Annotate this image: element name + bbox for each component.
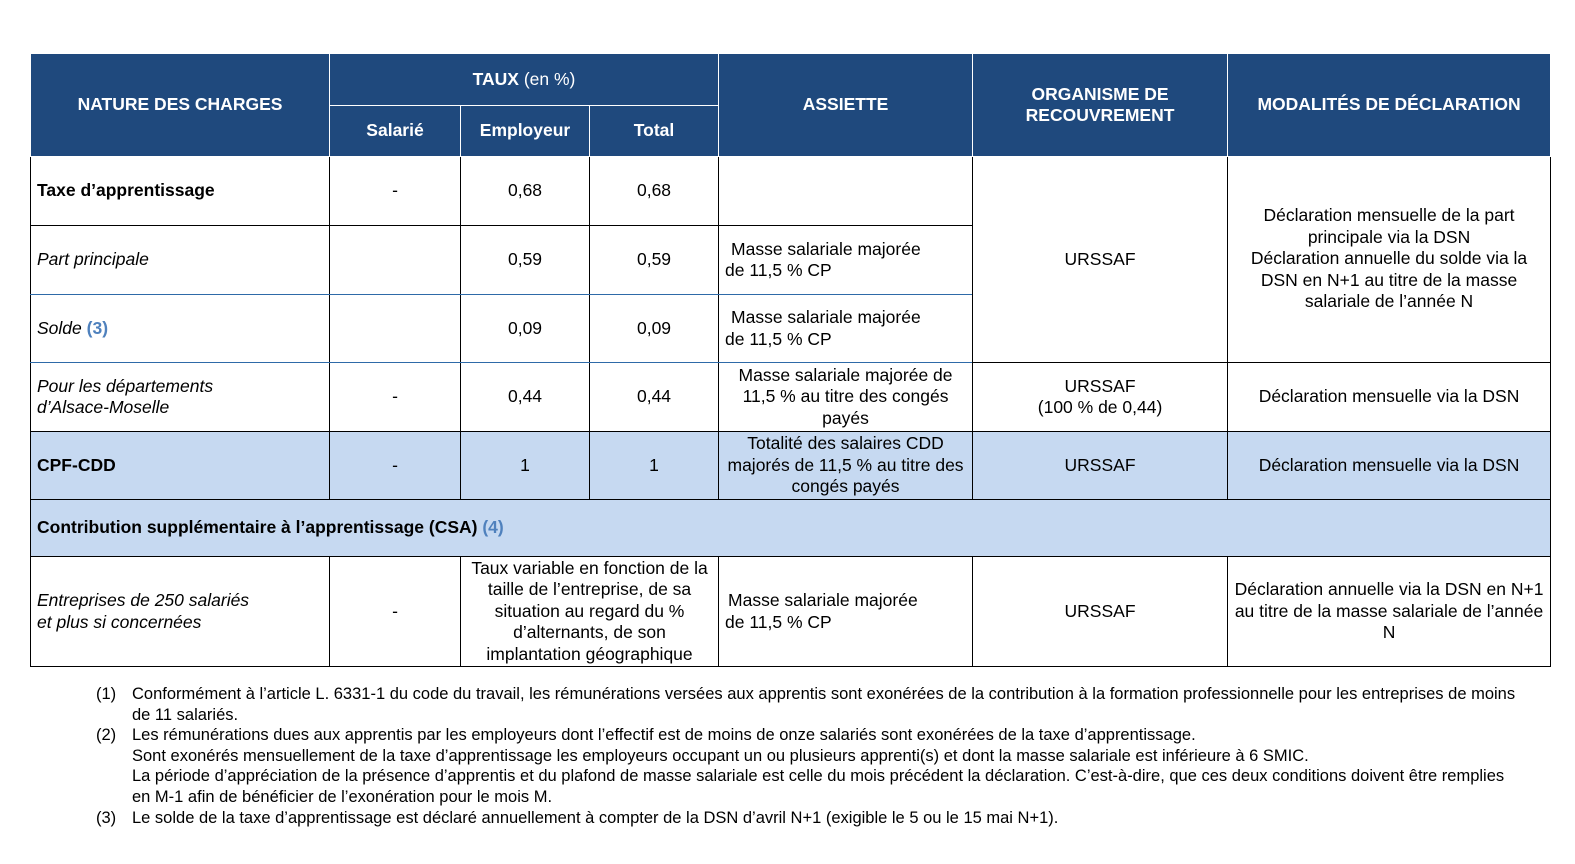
cell-salarie: - [330, 363, 461, 432]
cell-assiette [719, 157, 973, 226]
cell-employeur: 0,59 [461, 226, 590, 295]
cell-employeur: 1 [461, 432, 590, 500]
header-salarie: Salarié [330, 106, 461, 157]
header-modalites: MODALITÉS DE DÉCLARATION [1228, 54, 1551, 157]
header-organisme: ORGANISME DE RECOUVREMENT [973, 54, 1228, 157]
cell-employeur: 0,68 [461, 157, 590, 226]
cell-assiette: Masse salariale majorée de 11,5 % au titre des congés payés [719, 363, 973, 432]
cell-modalites: Déclaration annuelle via la DSN en N+1 au titre de la masse salariale de l’année N [1228, 557, 1551, 667]
cell-taux: Taux variable en fonction de la taille de l’entreprise, de sa situation au regard du % d’alternants, de son implantation géographique [461, 557, 719, 667]
cell-employeur: 0,44 [461, 363, 590, 432]
footnote: (1) Conformément à l’article L. 6331-1 du code du travail, les rémunérations versées aux apprentis sont exonérées de la contribution à la formation professionnelle pour les entreprises de moins de 11 salariés. [96, 685, 1516, 724]
cell-organisme: URSSAF [973, 432, 1228, 500]
cell-total: 0,59 [590, 226, 719, 295]
cell-salarie [330, 226, 461, 295]
section-row-csa [31, 500, 1551, 557]
footnotes [96, 684, 1516, 828]
cell-organisme: URSSAF [973, 157, 1228, 363]
cell-assiette: Masse salariale majorée de 11,5 % CP [719, 226, 973, 295]
cell-organisme: URSSAF (100 % de 0,44) [973, 363, 1228, 432]
footnote: (3) Le solde de la taxe d’apprentissage est déclaré annuellement à compter de la DSN d’avril N+1 (exigible le 5 ou le 15 mai N+1). [96, 808, 1059, 827]
cell-nature: CPF-CDD [31, 432, 330, 500]
charges-table [30, 53, 1551, 667]
cell-assiette: Totalité des salaires CDD majorés de 11,5 % au titre des congés payés [719, 432, 973, 500]
header-nature: NATURE DES CHARGES [31, 54, 330, 157]
cell-nature: Entreprises de 250 salariés et plus si concernées [31, 557, 330, 667]
cell-salarie [330, 295, 461, 363]
footnote: (2) Les rémunérations dues aux apprentis par les employeurs dont l’effectif est de moins de onze salariés sont exonérées de la taxe d’apprentissage. Sont exonérés mensuellement de la taxe d’apprentissage les employeurs occupant un ou plusieurs apprenti(s) et dont la masse salariale est inférieure à 6 SMIC. La période d’appréciation de la présence d’apprentis et du plafond de masse salariale est celle du mois précédent la déclaration. C’est-à-dire, que ces deux conditions doivent être remplies en M-1 afin de bénéficier de l’exonération pour le mois M. [96, 726, 1505, 806]
cell-nature: Solde (3) [31, 295, 330, 363]
cell-nature: Taxe d’apprentissage [31, 157, 330, 226]
cell-salarie: - [330, 557, 461, 667]
cell-assiette: Masse salariale majorée de 11,5 % CP [719, 295, 973, 363]
cell-modalites: Déclaration mensuelle de la part principale via la DSN Déclaration annuelle du solde via la DSN en N+1 au titre de la masse salariale de l’année N [1228, 157, 1551, 363]
cell-salarie: - [330, 432, 461, 500]
table-row [31, 363, 1551, 432]
cell-organisme: URSSAF [973, 557, 1228, 667]
cell-total: 1 [590, 432, 719, 500]
cell-salarie: - [330, 157, 461, 226]
cell-modalites: Déclaration mensuelle via la DSN [1228, 363, 1551, 432]
header-assiette: ASSIETTE [719, 54, 973, 157]
table-row [31, 557, 1551, 667]
table-row [31, 157, 1551, 226]
cell-nature: Pour les départements d’Alsace-Moselle [31, 363, 330, 432]
table-row [31, 432, 1551, 500]
cell-total: 0,44 [590, 363, 719, 432]
header-taux: TAUX (en %) [330, 54, 719, 106]
cell-assiette: Masse salariale majorée de 11,5 % CP [719, 557, 973, 667]
cell-modalites: Déclaration mensuelle via la DSN [1228, 432, 1551, 500]
cell-nature: Part principale [31, 226, 330, 295]
cell-total: 0,09 [590, 295, 719, 363]
cell-total: 0,68 [590, 157, 719, 226]
header-total: Total [590, 106, 719, 157]
cell-employeur: 0,09 [461, 295, 590, 363]
header-employeur: Employeur [461, 106, 590, 157]
section-label: Contribution supplémentaire à l’apprentissage (CSA) (4) [31, 500, 1551, 557]
